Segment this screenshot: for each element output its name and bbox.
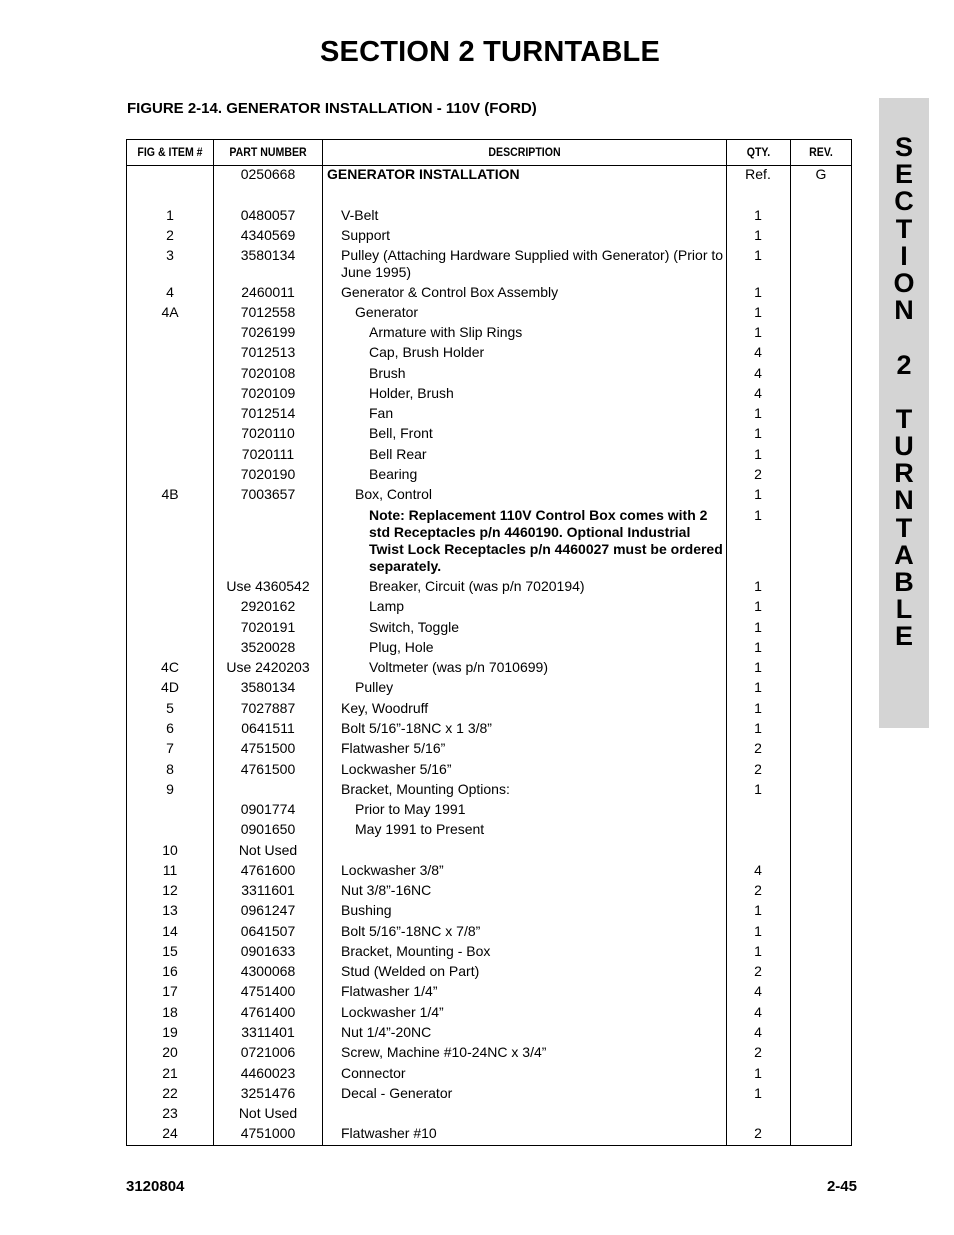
document-number: 3120804 (126, 1178, 185, 1195)
part-number-cell: 0901774 (240, 801, 296, 817)
qty-cell: 1 (754, 720, 762, 736)
part-number-cell: 4300068 (240, 963, 296, 979)
part-number-cell: 7003657 (240, 486, 296, 502)
description-cell: Flatwasher 1/4” (341, 983, 438, 999)
qty-cell: 1 (754, 227, 762, 243)
description-cell: Key, Woodruff (341, 700, 429, 716)
description-cell: Lamp (369, 598, 405, 614)
qty-cell: 1 (754, 486, 762, 502)
description-cell: Box, Control (355, 486, 433, 502)
qty-cell: 1 (754, 247, 762, 263)
fig-item-cell: 6 (166, 720, 174, 736)
parts-table (126, 139, 852, 1146)
qty-cell: 1 (754, 700, 762, 716)
part-number-cell: 0961247 (240, 902, 296, 918)
description-cell: Pulley (355, 679, 394, 695)
side-tab-letter: T (895, 403, 913, 434)
description-cell: Generator (355, 304, 419, 320)
qty-cell: 2 (754, 740, 762, 756)
description-cell: Nut 1/4”-20NC (341, 1024, 432, 1040)
part-number-cell: 3580134 (240, 679, 296, 695)
side-tab-letter: R (894, 458, 914, 489)
fig-item-cell: 7 (166, 740, 174, 756)
part-number-cell: Not Used (238, 1105, 298, 1121)
part-number-cell: 4460023 (240, 1065, 296, 1081)
description-cell: Fan (369, 405, 394, 421)
part-number-cell: 7012513 (240, 344, 296, 360)
part-number-cell: 3311401 (241, 1024, 295, 1040)
fig-item-cell: 17 (162, 983, 178, 999)
qty-cell: 2 (754, 466, 762, 482)
description-cell: Bushing (341, 902, 392, 918)
side-tab-letter: E (894, 621, 913, 652)
part-number-cell: 0721006 (240, 1044, 296, 1060)
header-fig-item: FIG & ITEM # (137, 145, 203, 159)
part-number-cell: 4751400 (240, 983, 296, 999)
description-cell: Support (341, 227, 391, 243)
side-tab-letter: C (894, 186, 914, 217)
qty-cell: 1 (754, 507, 762, 523)
side-tab-letter (879, 379, 929, 406)
description-cell: Connector (341, 1065, 406, 1081)
part-number-cell: 7020111 (241, 446, 295, 462)
description-cell: Lockwasher 1/4” (341, 1004, 444, 1020)
part-number-cell: 4761600 (240, 862, 296, 878)
part-number-cell: 3311601 (241, 882, 295, 898)
qty-cell: 2 (754, 1125, 762, 1141)
side-tab-letter: T (895, 512, 913, 543)
qty-cell: 2 (754, 1044, 762, 1060)
section-title: SECTION 2 TURNTABLE (320, 36, 660, 68)
description-cell: Plug, Hole (369, 639, 434, 655)
description-cell: Cap, Brush Holder (369, 344, 485, 360)
qty-cell: 1 (754, 598, 762, 614)
description-cell: Brush (369, 365, 406, 381)
part-number-cell: 7012558 (240, 304, 296, 320)
part-number-cell: 0480057 (240, 207, 296, 223)
description-cell: Flatwasher 5/16” (341, 740, 446, 756)
description-cell: Screw, Machine #10-24NC x 3/4” (341, 1044, 547, 1060)
side-tab-letter: N (894, 295, 914, 326)
description-cell: GENERATOR INSTALLATION (327, 166, 520, 182)
description-cell: Armature with Slip Rings (369, 324, 523, 340)
qty-cell: 1 (754, 1065, 762, 1081)
rev-cell: G (815, 166, 827, 182)
description-cell: Pulley (Attaching Hardware Supplied with Generator) (Prior to June 1995) (341, 247, 724, 280)
side-tab-letter (879, 324, 929, 351)
description-cell: Prior to May 1991 (355, 801, 466, 817)
qty-cell: 1 (754, 659, 762, 675)
part-number-cell: 4340569 (240, 227, 296, 243)
qty-cell: 4 (754, 862, 762, 878)
description-cell: Bracket, Mounting - Box (341, 943, 491, 959)
side-tab-letter: E (894, 159, 913, 190)
header-rev: REV. (809, 145, 833, 159)
qty-cell: 2 (754, 761, 762, 777)
description-cell: Bolt 5/16”-18NC x 7/8” (341, 923, 481, 939)
part-number-cell: 0901650 (240, 821, 296, 837)
fig-item-cell: 14 (162, 923, 178, 939)
fig-item-cell: 15 (162, 943, 178, 959)
qty-cell: 1 (754, 923, 762, 939)
side-tab-letter: S (894, 132, 913, 162)
qty-cell: 1 (754, 405, 762, 421)
description-cell: Lockwasher 5/16” (341, 761, 452, 777)
qty-cell: 4 (754, 385, 762, 401)
figure-title: FIGURE 2-14. GENERATOR INSTALLATION - 110V (FORD) (127, 100, 537, 117)
part-number-cell: 3520028 (240, 639, 296, 655)
qty-cell: 1 (754, 304, 762, 320)
fig-item-cell: 9 (166, 781, 174, 797)
qty-cell: 4 (754, 983, 762, 999)
part-number-cell: 7020191 (240, 619, 296, 635)
description-cell: Breaker, Circuit (was p/n 7020194) (369, 578, 585, 594)
qty-cell: 2 (754, 882, 762, 898)
side-tab-letters (879, 134, 929, 651)
section-side-tab (879, 98, 929, 728)
fig-item-cell: 2 (166, 227, 174, 243)
fig-item-cell: 4B (161, 486, 179, 502)
description-cell: Generator & Control Box Assembly (341, 284, 559, 300)
part-number-cell: 7020109 (240, 385, 296, 401)
part-number-cell: 0641511 (241, 720, 295, 736)
fig-item-cell: 5 (166, 700, 174, 716)
qty-cell: 4 (754, 365, 762, 381)
side-tab-letter: U (894, 431, 914, 462)
qty-cell: 1 (754, 425, 762, 441)
fig-item-cell: 11 (162, 862, 178, 878)
description-cell: Lockwasher 3/8” (341, 862, 444, 878)
qty-cell: Ref. (745, 166, 771, 182)
fig-item-cell: 1 (166, 207, 174, 223)
fig-item-cell: 24 (162, 1125, 178, 1141)
fig-item-cell: 12 (162, 882, 178, 898)
side-tab-letter: I (900, 240, 908, 271)
part-number-cell: 3580134 (240, 247, 296, 263)
qty-cell: 1 (754, 619, 762, 635)
part-number-cell: 7027887 (240, 700, 296, 716)
description-cell: Voltmeter (was p/n 7010699) (369, 659, 548, 675)
side-tab-letter: T (895, 213, 913, 244)
qty-cell: 1 (754, 284, 762, 300)
description-cell: Nut 3/8”-16NC (341, 882, 432, 898)
qty-cell: 1 (754, 639, 762, 655)
qty-cell: 1 (754, 446, 762, 462)
description-cell: Bracket, Mounting Options: (341, 781, 510, 797)
fig-item-cell: 19 (162, 1024, 178, 1040)
qty-cell: 1 (754, 679, 762, 695)
side-tab-letter: L (895, 594, 913, 625)
fig-item-cell: 4C (161, 659, 179, 675)
part-number-cell: 7012514 (240, 405, 296, 421)
description-cell: Bolt 5/16”-18NC x 1 3/8” (341, 720, 492, 736)
header-part-number: PART NUMBER (229, 145, 307, 159)
part-number-cell: 4751500 (240, 740, 296, 756)
part-number-cell: 7026199 (240, 324, 296, 340)
header-description: DESCRIPTION (488, 145, 561, 159)
description-cell: Stud (Welded on Part) (341, 963, 480, 979)
part-number-cell: 7020108 (240, 365, 296, 381)
description-cell: Decal - Generator (341, 1085, 453, 1101)
qty-cell: 2 (754, 963, 762, 979)
qty-cell: 4 (754, 1024, 762, 1040)
qty-cell: 4 (754, 344, 762, 360)
fig-item-cell: 8 (166, 761, 174, 777)
fig-item-cell: 18 (162, 1004, 178, 1020)
description-cell: Switch, Toggle (369, 619, 460, 635)
part-number-cell: 7020110 (241, 425, 295, 441)
side-tab-letter: A (894, 539, 914, 570)
qty-cell: 4 (754, 1004, 762, 1020)
part-number-cell: Use 4360542 (226, 578, 310, 594)
qty-cell: 1 (754, 324, 762, 340)
fig-item-cell: 4D (161, 679, 179, 695)
fig-item-cell: 23 (162, 1105, 178, 1121)
part-number-cell: 2920162 (240, 598, 296, 614)
part-number-cell: Use 2420203 (226, 659, 310, 675)
part-number-cell: 4761400 (240, 1004, 296, 1020)
fig-item-cell: 10 (162, 842, 178, 858)
fig-item-cell: 3 (166, 247, 174, 263)
part-number-cell: 7020190 (240, 466, 296, 482)
side-tab-letter: O (893, 267, 915, 298)
qty-cell: 1 (754, 781, 762, 797)
description-cell: Bell Rear (369, 446, 427, 462)
side-tab-letter: 2 (896, 349, 912, 380)
fig-item-cell: 16 (162, 963, 178, 979)
description-cell: Note: Replacement 110V Control Box comes with 2 std Receptacles p/n 4460190. Optional Industrial Twist Lock Receptacles p/n 4460027 must be ordered separately. (369, 507, 723, 574)
qty-cell: 1 (754, 943, 762, 959)
column-divider (322, 140, 323, 1145)
description-cell: V-Belt (341, 207, 379, 223)
fig-item-cell: 22 (162, 1085, 178, 1101)
fig-item-cell: 20 (162, 1044, 178, 1060)
part-number-cell: 0641507 (240, 923, 296, 939)
qty-cell: 1 (754, 902, 762, 918)
part-number-cell: 2460011 (241, 284, 295, 300)
qty-cell: 1 (754, 1085, 762, 1101)
side-tab-letter: B (894, 567, 914, 597)
part-number-cell: Not Used (238, 842, 298, 858)
part-number-cell: 4751000 (240, 1125, 296, 1141)
part-number-cell: 3251476 (240, 1085, 296, 1101)
part-number-cell: 0901633 (240, 943, 296, 959)
fig-item-cell: 4 (166, 284, 174, 300)
part-number-cell: 4761500 (240, 761, 296, 777)
page-number: 2-45 (826, 1178, 857, 1195)
fig-item-cell: 21 (162, 1065, 178, 1081)
side-tab-letter: N (894, 485, 914, 516)
description-cell: Holder, Brush (369, 385, 454, 401)
description-cell: May 1991 to Present (355, 821, 485, 837)
fig-item-cell: 13 (162, 902, 178, 918)
fig-item-cell: 4A (161, 304, 179, 320)
qty-cell: 1 (754, 207, 762, 223)
column-divider (790, 140, 791, 1145)
description-cell: Bell, Front (369, 425, 433, 441)
description-cell: Bearing (369, 466, 418, 482)
description-cell: Flatwasher #10 (341, 1125, 437, 1141)
part-number-cell: 0250668 (240, 166, 296, 182)
qty-cell: 1 (754, 578, 762, 594)
header-qty: QTY. (746, 145, 771, 159)
